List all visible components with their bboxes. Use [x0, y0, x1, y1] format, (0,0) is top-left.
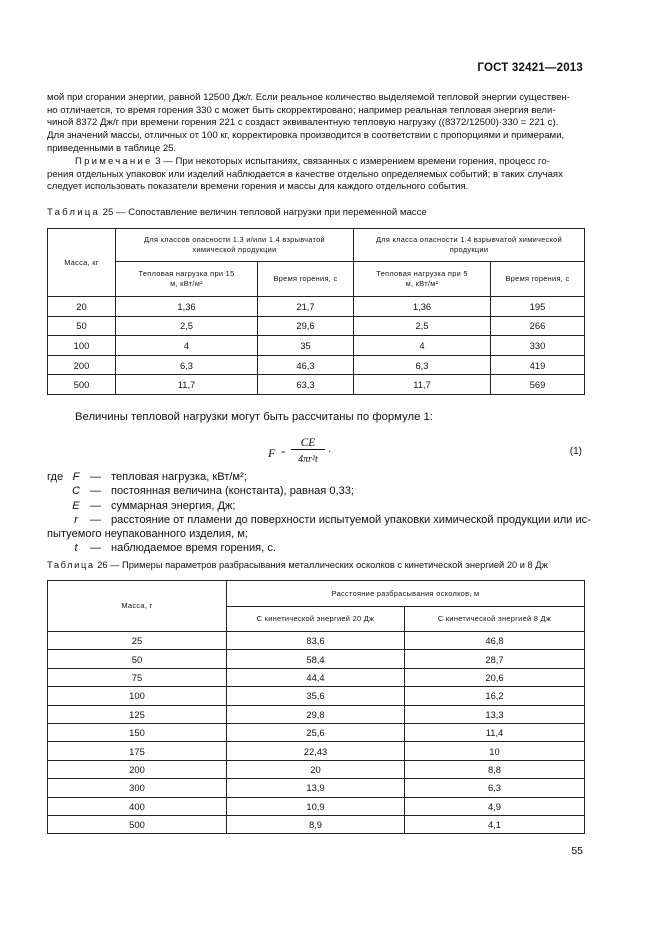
definition-dash: —	[90, 485, 102, 498]
table26-cell: 16,2	[405, 687, 585, 705]
table26-cell: 8,8	[405, 760, 585, 778]
table25-body	[48, 297, 585, 395]
table26-row	[48, 632, 585, 650]
table25-row	[48, 355, 585, 375]
table25-cell: 2,5	[354, 316, 491, 336]
table25-cell: 200	[48, 355, 116, 375]
table26-cell: 20,6	[405, 668, 585, 686]
table25-cell: 100	[48, 336, 116, 356]
definition-text: тепловая нагрузка, кВт/м²;	[111, 471, 247, 483]
page-number: 55	[571, 845, 583, 857]
table26-cell: 29,8	[227, 705, 405, 723]
table25-cell: 21,7	[258, 297, 354, 317]
intro-line: но отличается, то время горения 330 с может быть скорректировано; например реальная тепловая энергия вели-	[47, 104, 556, 116]
table26-cell: 50	[48, 650, 227, 668]
table26-cell: 20	[227, 760, 405, 778]
table25-caption	[47, 207, 427, 218]
definition-row	[47, 513, 591, 528]
definition-dash: —	[90, 513, 102, 526]
table26-row	[48, 650, 585, 668]
definition-symbol: r	[74, 513, 78, 526]
table26-caption-prefix: Таблица	[47, 560, 95, 570]
definition-symbol: E	[72, 499, 80, 512]
table26-cell: 35,6	[227, 687, 405, 705]
note-line: рения отдельных упаковок или изделий наблюдается в качестве отдельно определяемых событий; в таких случаях	[47, 168, 563, 180]
definition-row	[47, 471, 587, 485]
table26-cell: 13,9	[227, 779, 405, 797]
table26-cell: 175	[48, 742, 227, 760]
table26-cell: 10	[405, 742, 585, 760]
definition-dash: —	[90, 471, 102, 483]
table25-cell: 330	[491, 336, 585, 356]
definition-dash: —	[90, 499, 102, 512]
table26-cell: 28,7	[405, 650, 585, 668]
table25-cell: 11,7	[354, 375, 491, 395]
note-number-text: 3 — При некоторых испытаниях, связанных с измерением времени горения, процесс го-	[152, 156, 550, 167]
formula-number: (1)	[569, 446, 582, 457]
formula-1	[268, 437, 348, 471]
table25-cell: 1,36	[354, 297, 491, 317]
formula-denominator: 4πr²t	[298, 454, 318, 465]
table25-row	[48, 316, 585, 336]
table26-cell: 100	[48, 687, 227, 705]
table26-row	[48, 723, 585, 741]
table25-cell: 500	[48, 375, 116, 395]
table25-cell: 20	[48, 297, 116, 317]
formula-dot: ·	[328, 447, 332, 458]
definition-symbol: t	[74, 542, 78, 555]
formula-equals: =	[281, 448, 286, 457]
table26-cell: 25	[48, 632, 227, 650]
table26-header-group: Расстояние разбрасывания осколков, м	[227, 581, 585, 607]
table26-row	[48, 760, 585, 778]
table25-cell: 29,6	[258, 316, 354, 336]
note-paragraph	[47, 156, 583, 194]
definition-row	[47, 500, 587, 514]
table25-cell: 35	[258, 336, 354, 356]
table26-header-energy8: С кинетической энергией 8 Дж	[405, 607, 585, 632]
table-26	[47, 580, 585, 834]
table-25	[47, 228, 585, 395]
table25-caption-prefix: Таблица	[47, 207, 101, 218]
definition-row	[47, 485, 587, 499]
table26-caption	[47, 560, 548, 570]
definitions-where: где	[47, 471, 64, 483]
table26-cell: 4,1	[405, 815, 585, 833]
table26-row	[48, 779, 585, 797]
definition-text: постоянная величина (константа), равная 0,33;	[111, 485, 355, 498]
table26-caption-text: 26 — Примеры параметров разбрасывания металлических осколков с кинетической энергией 20 и 8 Дж	[94, 560, 548, 570]
table25-cell: 4	[116, 336, 258, 356]
note-first-line	[47, 156, 583, 169]
table26-row	[48, 687, 585, 705]
intro-line: чиной 8372 Дж/г при времени горения 221 с создаст эквивалентную тепловую нагрузку ((8372/12500)·330 = 221 с).	[47, 117, 559, 129]
formula-numerator: CE	[291, 437, 325, 450]
table25-cell: 46,3	[258, 355, 354, 375]
table26-cell: 83,6	[227, 632, 405, 650]
intro-line: Для значений массы, отличных от 100 кг, корректировка производится в соответствии с пропорциями и примерами,	[47, 130, 565, 142]
note-line: следует использовать показатели времени горения и массы для каждого отдельного события.	[47, 181, 469, 193]
definition-text: расстояние от пламени до поверхности испытуемой упаковки химической продукции или ис-	[111, 513, 591, 526]
table25-cell: 569	[491, 375, 585, 395]
table26-cell: 25,6	[227, 723, 405, 741]
table26-cell: 10,9	[227, 797, 405, 815]
table25-caption-text: 25 — Сопоставление величин тепловой нагрузки при переменной массе	[100, 207, 427, 218]
table25-header-time1: Время горения, с	[258, 262, 354, 297]
table26-cell: 300	[48, 779, 227, 797]
table25-row	[48, 375, 585, 395]
table26-row	[48, 705, 585, 723]
table26-cell: 8,9	[227, 815, 405, 833]
table25-cell: 266	[491, 316, 585, 336]
table26-row	[48, 797, 585, 815]
table26-cell: 13,3	[405, 705, 585, 723]
table26-row	[48, 815, 585, 833]
intro-line: приведенными в таблице 25.	[47, 142, 177, 154]
table25-cell: 195	[491, 297, 585, 317]
table26-row	[48, 742, 585, 760]
table25-header-group2: Для класса опасности 1.4 взрывчатой химической продукции	[354, 229, 585, 262]
table26-cell: 125	[48, 705, 227, 723]
definition-text: пытуемого неупакованного изделия, м;	[47, 528, 248, 541]
table25-cell: 4	[354, 336, 491, 356]
table26-cell: 75	[48, 668, 227, 686]
table26-cell: 6,3	[405, 779, 585, 797]
table25-header-mass: Масса, кг	[48, 229, 116, 297]
table26-cell: 22,43	[227, 742, 405, 760]
definition-dash: —	[90, 542, 102, 555]
table25-cell: 11,7	[116, 375, 258, 395]
table26-row	[48, 668, 585, 686]
table26-cell: 500	[48, 815, 227, 833]
table25-header-load15: Тепловая нагрузка при 15 м, кВт/м²	[116, 262, 258, 297]
table26-cell: 400	[48, 797, 227, 815]
definition-symbol: F	[72, 471, 80, 483]
table25-cell: 2,5	[116, 316, 258, 336]
definition-text: наблюдаемое время горения, с.	[111, 542, 276, 555]
intro-paragraph	[47, 92, 583, 156]
table25-header-load5: Тепловая нагрузка при 5 м, кВт/м²	[354, 262, 491, 297]
table25-cell: 1,36	[116, 297, 258, 317]
formula-intro: Величины тепловой нагрузки могут быть рассчитаны по формуле 1:	[75, 411, 433, 423]
table26-header-mass: Масса, г	[48, 581, 227, 632]
table25-cell: 6,3	[354, 355, 491, 375]
table26-cell: 11,4	[405, 723, 585, 741]
definition-text: суммарная энергия, Дж;	[111, 499, 236, 512]
table26-header-energy20: С кинетической энергией 20 Дж	[227, 607, 405, 632]
table26-cell: 46,8	[405, 632, 585, 650]
definition-continuation	[47, 528, 587, 542]
table25-row	[48, 336, 585, 356]
table26-cell: 200	[48, 760, 227, 778]
table26-cell: 58,4	[227, 650, 405, 668]
table25-cell: 63,3	[258, 375, 354, 395]
note-prefix: Примечание	[75, 156, 153, 167]
formula-lhs: F	[268, 446, 276, 460]
table26-body	[48, 632, 585, 834]
table25-cell: 6,3	[116, 355, 258, 375]
table25-cell: 50	[48, 316, 116, 336]
definition-symbol: C	[71, 485, 80, 498]
definition-row	[47, 542, 587, 556]
intro-line: мой при сгорании энергии, равной 12500 Дж/г. Если реальное количество выделяемой тепловой энергии существен-	[47, 92, 570, 103]
table26-cell: 4,9	[405, 797, 585, 815]
definitions-list	[47, 471, 591, 557]
table25-row	[48, 297, 585, 317]
table25-header-group1: Для классов опасности 1.3 и/или 1.4 взрывчатой химической продукции	[116, 229, 354, 262]
table25-cell: 419	[491, 355, 585, 375]
table26-cell: 150	[48, 723, 227, 741]
table26-cell: 44,4	[227, 668, 405, 686]
table25-header-time2: Время горения, с	[491, 262, 585, 297]
standard-header: ГОСТ 32421—2013	[477, 62, 583, 74]
